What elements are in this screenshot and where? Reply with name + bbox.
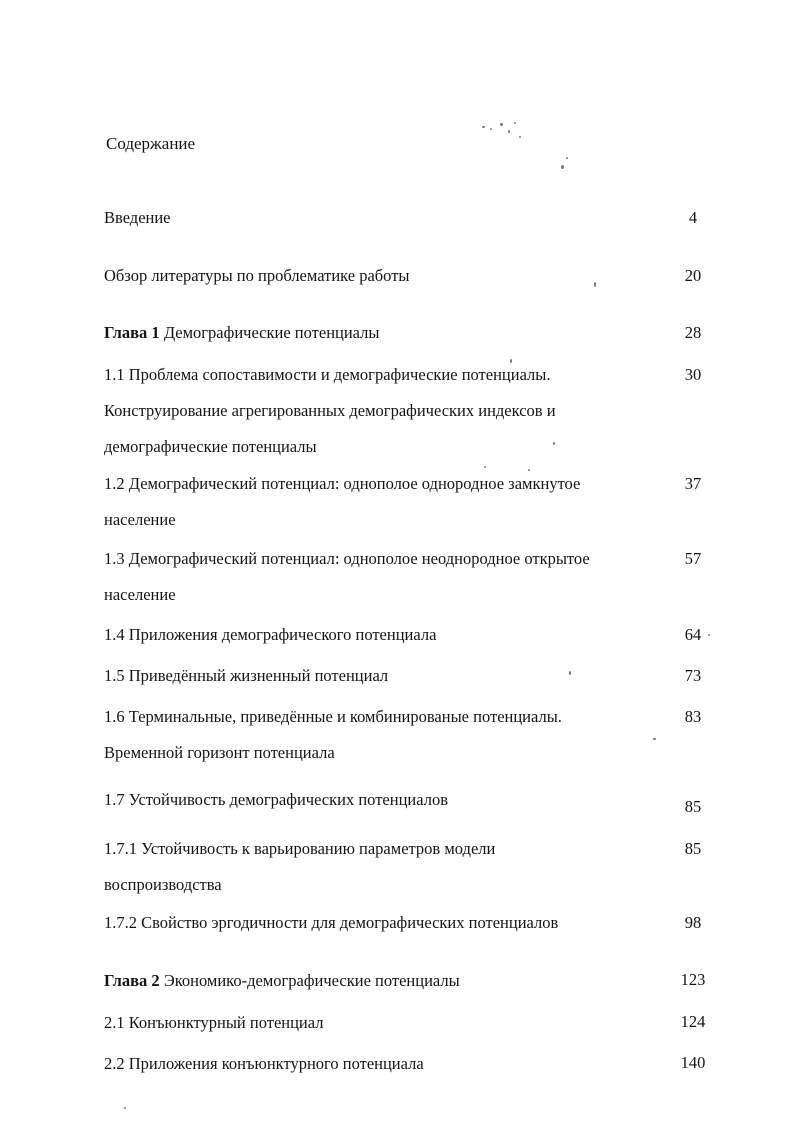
toc-entry-section-1-7-1 bbox=[104, 831, 664, 903]
toc-entry-line: 1.6 Терминальные, приведённые и комбинированые потенциалы. bbox=[104, 707, 562, 726]
toc-entry-section-1-7 bbox=[104, 782, 664, 818]
toc-entry-line: Временной горизонт потенциала bbox=[104, 743, 335, 762]
chapter-label: Глава 1 bbox=[104, 323, 160, 342]
toc-entry-line: 1.3 Демографический потенциал: однополое неоднородное открытое bbox=[104, 549, 590, 568]
scan-speck bbox=[484, 466, 486, 468]
toc-entry-section-1-3 bbox=[104, 541, 664, 613]
scan-speck bbox=[500, 123, 503, 126]
toc-entry-section-1-4 bbox=[104, 617, 664, 653]
scan-speck bbox=[653, 738, 656, 740]
toc-entry-section-1-6 bbox=[104, 699, 664, 771]
toc-page-number: 83 bbox=[684, 707, 702, 726]
toc-entry-text: Экономико-демографические потенциалы bbox=[159, 971, 460, 990]
toc-entry-text: 2.1 Конъюнктурный потенциал bbox=[104, 1013, 324, 1032]
toc-entry-section-1-1 bbox=[104, 357, 664, 465]
toc-page-number: 73 bbox=[684, 666, 702, 685]
toc-entry-section-2-1 bbox=[104, 1005, 664, 1041]
toc-entry-section-2-2 bbox=[104, 1046, 664, 1082]
scan-speck bbox=[708, 634, 710, 636]
toc-entry-text: 1.4 Приложения демографического потенциала bbox=[104, 625, 437, 644]
toc-entry-chapter-2 bbox=[104, 963, 664, 999]
toc-page-number: 124 bbox=[680, 1012, 706, 1031]
toc-page-number: 30 bbox=[684, 365, 702, 384]
scan-speck bbox=[553, 442, 555, 445]
toc-entry-text: 1.7 Устойчивость демографических потенциалов bbox=[104, 790, 448, 809]
toc-page-number: 123 bbox=[680, 970, 706, 989]
toc-page-number: 140 bbox=[680, 1053, 706, 1072]
scan-speck bbox=[124, 1107, 126, 1109]
toc-page-number: 37 bbox=[684, 474, 702, 493]
toc-entry-line: воспроизводства bbox=[104, 875, 222, 894]
toc-entry-line: Конструирование агрегированных демографических индексов и bbox=[104, 401, 556, 420]
scan-speck bbox=[528, 469, 530, 471]
scan-speck bbox=[594, 282, 596, 287]
scan-speck bbox=[508, 130, 510, 133]
toc-entry-line: 1.2 Демографический потенциал: однополое однородное замкнутое bbox=[104, 474, 581, 493]
chapter-label: Глава 2 bbox=[104, 971, 160, 990]
toc-entry-text: 1.7.2 Свойство эргодичности для демографических потенциалов bbox=[104, 913, 559, 932]
toc-page-number: 20 bbox=[684, 266, 702, 285]
toc-page-number: 28 bbox=[684, 323, 702, 342]
toc-entry-line: население bbox=[104, 585, 176, 604]
toc-page-number: 85 bbox=[684, 797, 702, 816]
scan-speck bbox=[519, 136, 521, 138]
toc-page-number: 64 bbox=[684, 625, 702, 644]
toc-entry-literature-review bbox=[104, 258, 664, 294]
toc-entry-line: 1.1 Проблема сопоставимости и демографические потенциалы. bbox=[104, 365, 551, 384]
toc-entry-section-1-5 bbox=[104, 658, 664, 694]
toc-entry-section-1-7-2 bbox=[104, 905, 664, 941]
toc-entry-introduction bbox=[104, 200, 664, 236]
toc-entry-line: 1.7.1 Устойчивость к варьированию параметров модели bbox=[104, 839, 496, 858]
scan-speck bbox=[490, 128, 492, 130]
scan-speck bbox=[482, 126, 485, 128]
toc-entry-text: 2.2 Приложения конъюнктурного потенциала bbox=[104, 1054, 424, 1073]
toc-entry-chapter-1 bbox=[104, 315, 664, 351]
scan-speck bbox=[514, 122, 516, 124]
toc-page-number: 4 bbox=[688, 208, 698, 227]
scan-speck bbox=[510, 359, 512, 363]
toc-page-number: 57 bbox=[684, 549, 702, 568]
toc-entry-text: Введение bbox=[104, 208, 171, 227]
toc-page-number: 85 bbox=[684, 839, 702, 858]
toc-entry-line: демографические потенциалы bbox=[104, 437, 317, 456]
scan-speck bbox=[561, 165, 564, 169]
toc-entry-section-1-2 bbox=[104, 466, 664, 538]
toc-page-number: 98 bbox=[684, 913, 702, 932]
toc-entry-text: Демографические потенциалы bbox=[159, 323, 380, 342]
scan-speck bbox=[566, 157, 568, 159]
toc-entry-text: 1.5 Приведённый жизненный потенциал bbox=[104, 666, 389, 685]
toc-entry-text: Обзор литературы по проблематике работы bbox=[104, 266, 410, 285]
toc-entry-line: население bbox=[104, 510, 176, 529]
scan-speck bbox=[569, 671, 571, 675]
toc-title: Содержание bbox=[106, 134, 196, 153]
